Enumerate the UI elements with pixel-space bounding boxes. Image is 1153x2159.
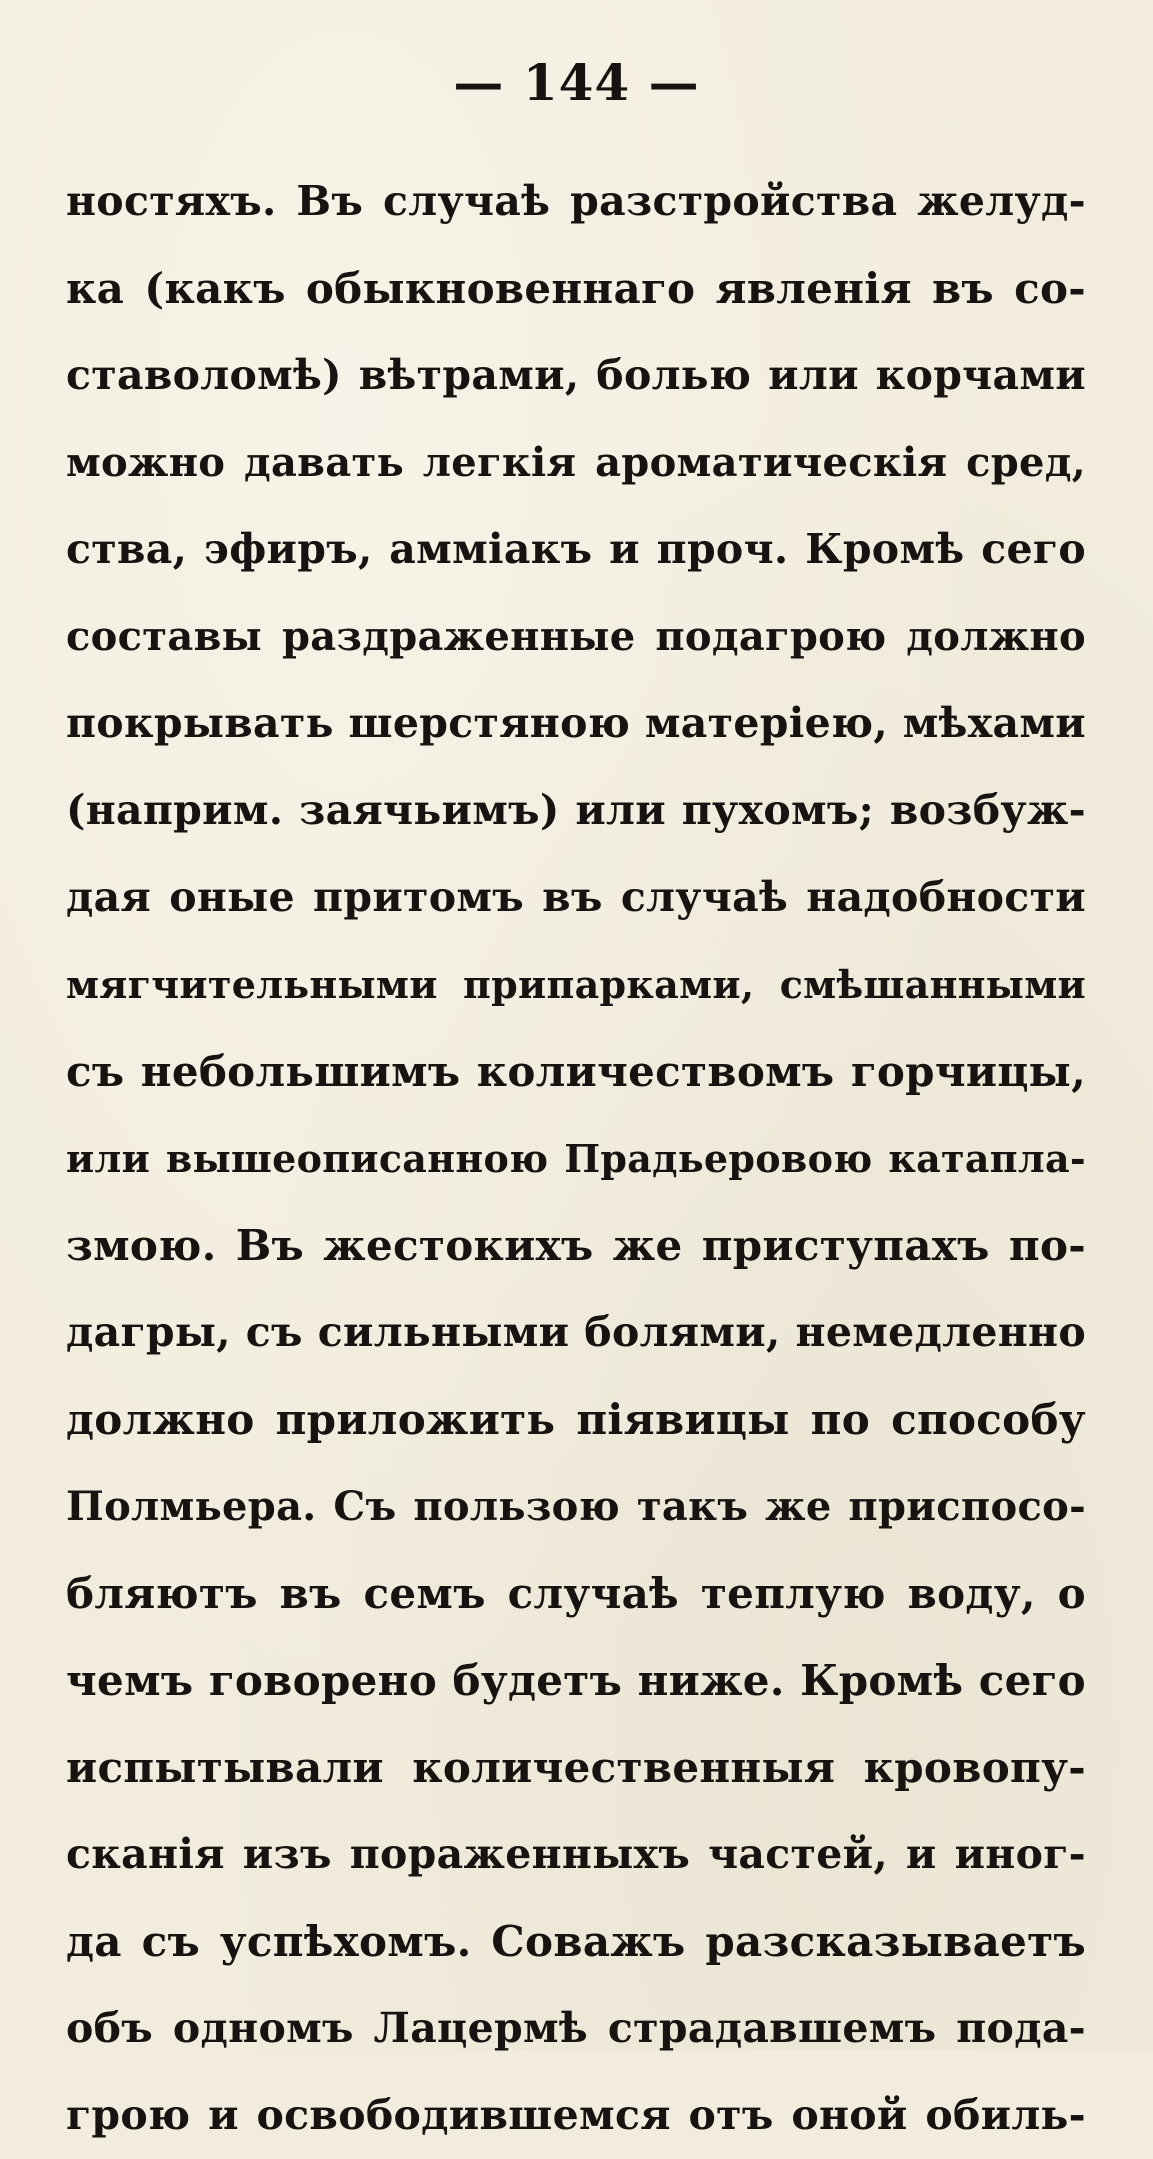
text-line-18: чемъ говорено будетъ ниже. Кромѣ сего xyxy=(66,1656,1086,1705)
text-line-5: ства, эфиръ, амміакъ и проч. Кромѣ сего xyxy=(66,525,1086,573)
text-line-3: ставоломѣ) вѣтрами, болью или корчами xyxy=(66,351,1086,399)
text-line-4: можно давать легкія ароматическія сред, xyxy=(66,439,1086,486)
body-text xyxy=(66,158,1086,2159)
text-line-13: змою. Въ жестокихъ же приступахъ по- xyxy=(66,1221,1086,1270)
text-line-23: грою и освободившемся отъ оной обиль- xyxy=(66,2091,1086,2139)
text-line-19: испытывали количественныя кровопу- xyxy=(66,1743,1086,1792)
page-number: — 144 — xyxy=(453,53,700,112)
text-line-20: сканія изъ пораженныхъ частей, и иног- xyxy=(66,1830,1086,1878)
text-line-9: дая оные притомъ въ случаѣ надобности xyxy=(66,873,1086,921)
text-line-11: съ небольшимъ количествомъ горчицы, xyxy=(66,1047,1086,1096)
text-line-14: дагры, съ сильными болями, немедленно xyxy=(66,1308,1086,1356)
text-line-16: Полмьера. Съ пользою такъ же приспосо- xyxy=(66,1483,1086,1530)
text-line-15: должно приложить піявицы по способу xyxy=(66,1395,1086,1444)
text-line-8: (наприм. заячьимъ) или пухомъ; возбуж- xyxy=(66,786,1086,834)
text-line-1: ностяхъ. Въ случаѣ разстройства желуд- xyxy=(66,177,1086,225)
text-line-22: объ одномъ Лацермѣ страдавшемъ пода- xyxy=(66,2004,1086,2052)
text-line-17: бляютъ въ семъ случаѣ теплую воду, о xyxy=(66,1569,1086,1618)
text-line-2: ка (какъ обыкновеннаго явленія въ со- xyxy=(66,264,1086,313)
text-line-21: да съ успѣхомъ. Соважъ разсказываетъ xyxy=(66,1917,1086,1966)
text-line-12: или вышеописанною Прадьеровою катапла- xyxy=(66,1136,1086,1181)
text-line-7: покрывать шерстяною матеріею, мѣхами xyxy=(66,699,1086,747)
text-line-6: составы раздраженные подагрою должно xyxy=(66,613,1086,660)
text-line-10: мягчительными припарками, смѣшанными xyxy=(66,962,1086,1007)
